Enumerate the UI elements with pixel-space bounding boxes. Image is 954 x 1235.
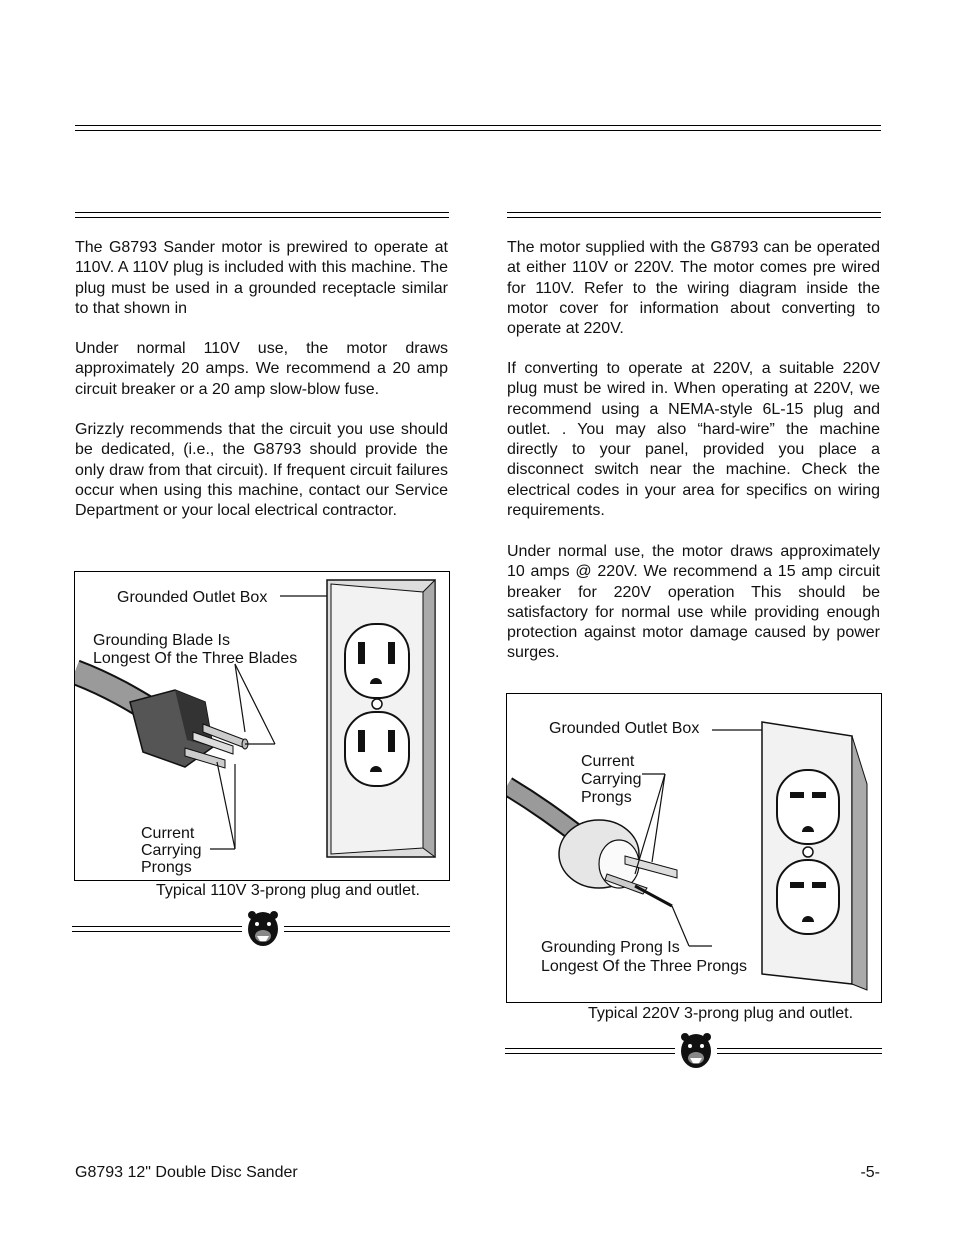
figure-110v-caption: Typical 110V 3-prong plug and outlet. xyxy=(156,882,420,899)
label-current-220-2: Carrying xyxy=(581,771,642,788)
label-grounding-blade-2: Longest Of the Three Blades xyxy=(93,650,298,667)
right-paragraph-3: Under normal use, the motor draws approximately 10 amps @ 220V. We recommend a 15 amp circuit breaker for 220V operation This should be satisfactory for normal use while providing enough protection against motor damage caused by power surges. xyxy=(507,543,880,662)
label-grounding-prong-2: Longest Of the Three Prongs xyxy=(541,958,748,975)
label-current-220-1: Current xyxy=(581,753,635,770)
label-current-220-3: Prongs xyxy=(581,789,632,806)
grizzly-bear-icon xyxy=(679,1031,713,1069)
left-section-rule xyxy=(75,212,449,218)
grizzly-bear-icon xyxy=(246,909,280,947)
left-paragraph-3: Grizzly recommends that the circuit you use should be dedicated, (i.e., the G8793 should provide the only draw from that circuit). If frequent circuit failures occur when using this machine, contact our Service Department or your local electrical contractor. xyxy=(75,421,448,520)
header-rule xyxy=(75,125,881,131)
figure-110v-plug xyxy=(74,571,450,881)
left-paragraph-1: The G8793 Sander motor is prewired to operate at 110V. A 110V plug is included with this machine. The plug must be used in a grounded receptacle similar to that shown in xyxy=(75,239,448,317)
left-paragraph-2: Under normal 110V use, the motor draws approximately 20 amps. We recommend a 20 amp circuit breaker or a 20 amp slow-blow fuse. xyxy=(75,340,448,398)
left-section-divider xyxy=(72,918,450,944)
right-section-divider xyxy=(505,1040,882,1066)
figure-220v-caption: Typical 220V 3-prong plug and outlet. xyxy=(588,1005,854,1022)
right-section-rule xyxy=(507,212,881,218)
plug-outlet-110v-illustration xyxy=(75,572,451,882)
footer-title: G8793 12" Double Disc Sander xyxy=(75,1164,298,1181)
figure-220v-plug xyxy=(506,693,882,1003)
label-current-3: Prongs xyxy=(141,859,192,876)
plug-outlet-220v-illustration xyxy=(507,694,883,1004)
label-grounded-outlet-box-220: Grounded Outlet Box xyxy=(549,720,700,737)
label-grounding-blade-1: Grounding Blade Is xyxy=(93,632,230,649)
label-current-2: Carrying xyxy=(141,842,202,859)
right-paragraph-1: The motor supplied with the G8793 can be operated at either 110V or 220V. The motor comes pre wired for 110V. Refer to the wiring diagram inside the motor cover for information about converting to operate at 220V. xyxy=(507,239,880,338)
label-grounding-prong-1: Grounding Prong Is xyxy=(541,939,680,956)
footer-page-number: -5- xyxy=(860,1164,880,1181)
label-grounded-outlet-box: Grounded Outlet Box xyxy=(117,589,268,606)
label-current-1: Current xyxy=(141,825,195,842)
right-paragraph-2: If converting to operate at 220V, a suitable 220V plug must be wired in. When operating at 220V, we recommend using a NEMA-style 6L-15 plug and outlet. . You may also “hard-wire” the machine directly to your panel, provided you place a disconnect switch near the machine. Check the electrical codes in your area for specifics on wiring requirements. xyxy=(507,360,880,520)
